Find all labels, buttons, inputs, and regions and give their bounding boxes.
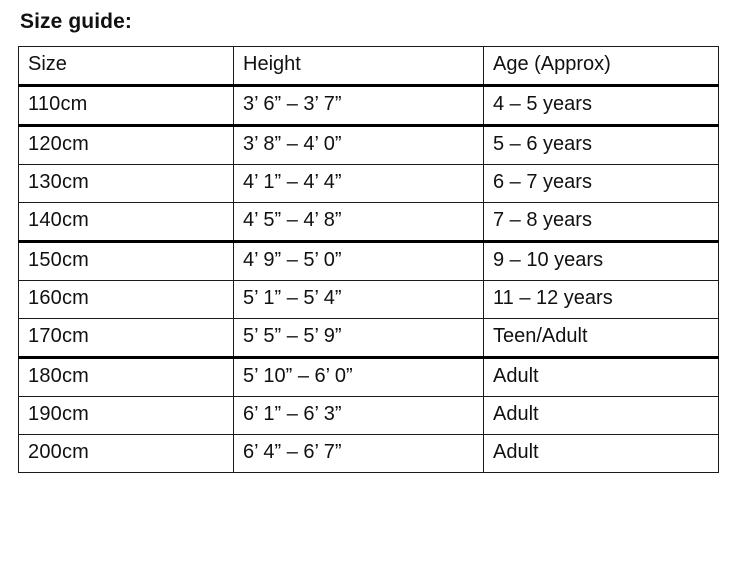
table-row <box>19 281 719 319</box>
cell-size: 110cm <box>19 86 234 126</box>
cell-size: 200cm <box>19 435 234 473</box>
cell-height: 4’ 1” – 4’ 4” <box>234 165 484 203</box>
table-row <box>19 203 719 242</box>
table-header-row <box>19 47 719 86</box>
cell-size: 120cm <box>19 126 234 165</box>
table-row <box>19 397 719 435</box>
table-header <box>19 47 719 86</box>
cell-size: 190cm <box>19 397 234 435</box>
cell-height: 5’ 10” – 6’ 0” <box>234 358 484 397</box>
table-row <box>19 435 719 473</box>
cell-height: 5’ 1” – 5’ 4” <box>234 281 484 319</box>
cell-height: 6’ 1” – 6’ 3” <box>234 397 484 435</box>
table-row <box>19 126 719 165</box>
cell-age: Adult <box>484 358 719 397</box>
cell-size: 140cm <box>19 203 234 242</box>
table-row <box>19 165 719 203</box>
cell-height: 3’ 8” – 4’ 0” <box>234 126 484 165</box>
cell-age: 7 – 8 years <box>484 203 719 242</box>
cell-age: 4 – 5 years <box>484 86 719 126</box>
cell-height: 4’ 9” – 5’ 0” <box>234 242 484 281</box>
table-row <box>19 358 719 397</box>
cell-height: 3’ 6” – 3’ 7” <box>234 86 484 126</box>
cell-age: 11 – 12 years <box>484 281 719 319</box>
cell-height: 5’ 5” – 5’ 9” <box>234 319 484 358</box>
table-row <box>19 86 719 126</box>
cell-size: 150cm <box>19 242 234 281</box>
cell-size: 130cm <box>19 165 234 203</box>
cell-age: 5 – 6 years <box>484 126 719 165</box>
cell-size: 160cm <box>19 281 234 319</box>
cell-age: 9 – 10 years <box>484 242 719 281</box>
table-row <box>19 242 719 281</box>
size-guide-table <box>18 46 719 473</box>
page-title: Size guide: <box>20 10 132 33</box>
cell-size: 180cm <box>19 358 234 397</box>
column-header-height: Height <box>234 47 484 86</box>
table-body <box>19 86 719 473</box>
cell-age: Adult <box>484 435 719 473</box>
cell-age: Teen/Adult <box>484 319 719 358</box>
cell-size: 170cm <box>19 319 234 358</box>
cell-height: 6’ 4” – 6’ 7” <box>234 435 484 473</box>
cell-age: 6 – 7 years <box>484 165 719 203</box>
table-row <box>19 319 719 358</box>
cell-height: 4’ 5” – 4’ 8” <box>234 203 484 242</box>
cell-age: Adult <box>484 397 719 435</box>
column-header-size: Size <box>19 47 234 86</box>
column-header-age: Age (Approx) <box>484 47 719 86</box>
